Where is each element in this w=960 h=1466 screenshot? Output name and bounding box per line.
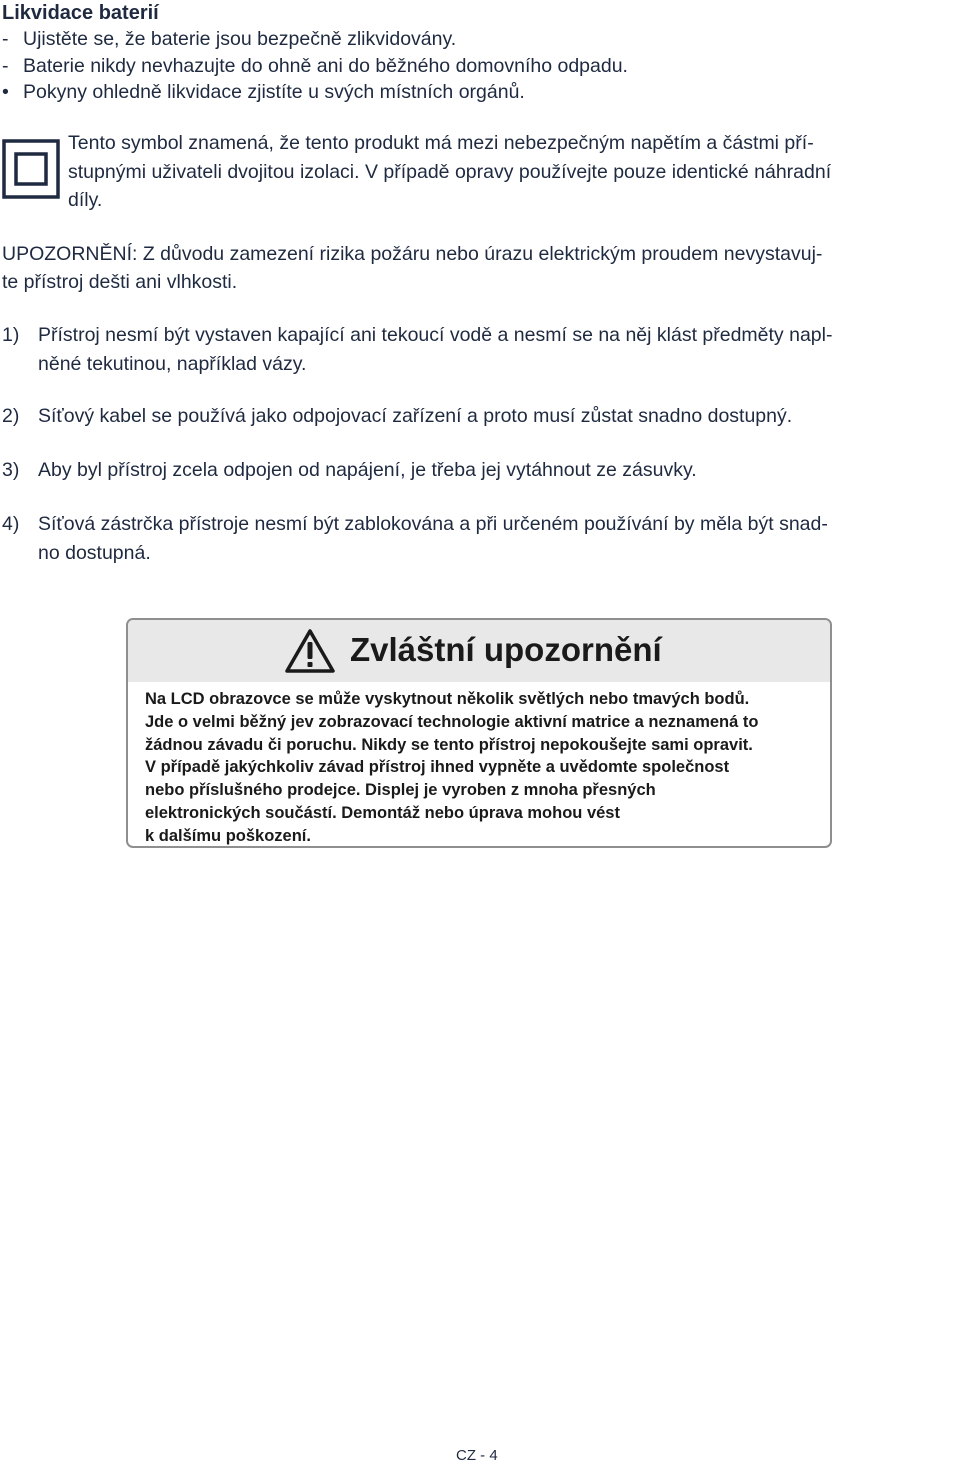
item-text [38,456,697,485]
list-item-text: Baterie nikdy nevhazujte do ohně ani do běžného domovního odpadu. [23,54,628,77]
text-line: no dostupná. [38,541,151,564]
text-line: Přístroj nesmí být vystaven kapající ani tekoucí vodě a nesmí se na něj klást předměty napl- [38,324,833,346]
notice-header [128,620,830,682]
list-item [2,79,942,106]
text-line: UPOZORNĚNÍ: Z důvodu zamezení rizika požáru nebo úrazu elektrickým proudem nevystavuj- [2,243,823,265]
text-line: něné tekutinou, například vázy. [38,352,307,375]
double-insulation-icon [2,139,60,199]
text-line: elektronických součástí. Demontáž nebo úprava mohou vést [145,803,620,822]
item-number: 3) [2,459,20,481]
list-item [2,53,942,80]
text-line: Jde o velmi běžný jev zobrazovací technologie aktivní matrice a neznamená to [145,712,759,731]
text-line: k dalšímu poškození. [145,826,311,845]
text-line: Síťový kabel se používá jako odpojovací zařízení a proto musí zůstat snadno dostupný. [38,405,793,427]
numbered-item [2,321,952,378]
list-item-text: Pokyny ohledně likvidace zjistíte u svých místních orgánů. [23,81,525,103]
item-number: 1) [2,324,20,346]
item-text [38,402,792,431]
text-line: V případě jakýchkoliv závad přístroj ihned vypněte a uvědomte společnost [145,758,730,777]
text-line: Síťová zástrčka přístroje nesmí být zablokována a při určeném používání by měla být snad- [38,513,828,535]
item-text [38,321,832,378]
double-insulation-description [68,129,953,215]
notice-title: Zvláštní upozornění [350,631,662,668]
list-item [2,26,942,53]
text-line: Tento symbol znamená, že tento produkt má mezi nebezpečným napětím a částmi pří- [68,132,814,154]
text-line: díly. [68,189,103,211]
list-item-text: Ujistěte se, že baterie jsou bezpečně zlikvidovány. [23,28,457,50]
numbered-item [2,402,952,431]
moisture-warning [2,240,952,296]
list-marker: - [2,54,9,77]
battery-disposal-list [2,26,942,106]
item-number: 2) [2,405,20,427]
list-marker: • [2,81,9,103]
page-number: CZ - 4 [456,1447,498,1464]
special-notice-box [126,618,832,848]
numbered-item [2,456,952,485]
battery-disposal-heading: Likvidace baterií [2,2,159,24]
list-marker: - [2,28,9,50]
numbered-item [2,510,952,567]
item-number: 4) [2,513,20,535]
text-line: Na LCD obrazovce se může vyskytnout několik světlých nebo tmavých bodů. [145,690,750,708]
text-line: nebo příslušného prodejce. Displej je vyroben z mnoha přesných [145,781,656,800]
text-line: stupnými uživateli dvojitou izolaci. V případě opravy používejte pouze identické náhradní [68,160,832,183]
warning-triangle-icon [284,628,336,674]
notice-body [145,688,825,848]
text-line: žádnou závadu či poruchu. Nikdy se tento přístroj nepokoušejte sami opravit. [145,735,753,754]
item-text [38,510,828,567]
text-line: te přístroj dešti ani vlhkosti. [2,271,238,293]
text-line: Aby byl přístroj zcela odpojen od napájení, je třeba jej vytáhnout ze zásuvky. [38,459,697,481]
